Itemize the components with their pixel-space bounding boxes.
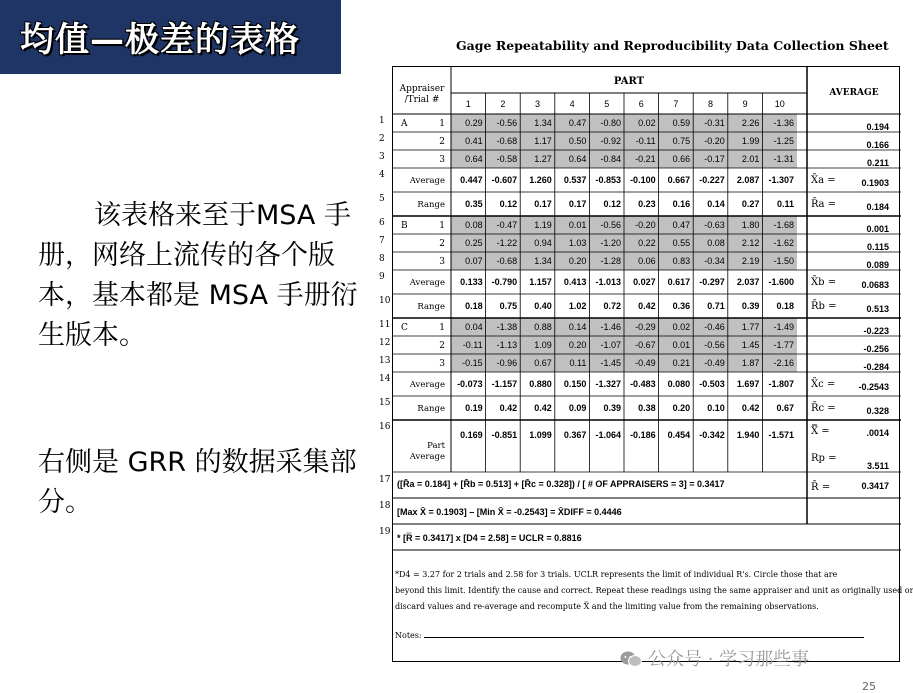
- row-label: 1: [439, 323, 445, 333]
- cell-value: -0.29: [635, 322, 656, 332]
- cell-value: 0.42: [499, 403, 518, 413]
- average-value: 0.328: [866, 406, 889, 416]
- cell-value: 0.12: [499, 199, 518, 209]
- cell-value: 0.39: [741, 301, 760, 311]
- cell-value: 0.14: [707, 199, 725, 209]
- notes-label-text: Notes:: [395, 631, 422, 640]
- cell-value: -0.503: [699, 379, 725, 389]
- cell-value: -0.92: [600, 136, 621, 146]
- cell-value: 0.19: [465, 403, 483, 413]
- row-number: 18: [379, 501, 391, 511]
- cell-value: -0.073: [457, 379, 483, 389]
- row-number: 6: [379, 218, 385, 228]
- cell-value: 0.10: [707, 403, 725, 413]
- cell-value: -1.157: [491, 379, 518, 389]
- cell-value: 0.01: [672, 340, 691, 350]
- row-label: Average: [409, 452, 445, 462]
- cell-value: -0.342: [699, 430, 725, 440]
- cell-value: 0.880: [529, 379, 552, 389]
- sheet-title: Gage Repeatability and Reproducibility Data Collection Sheet: [456, 38, 889, 53]
- cell-value: 0.35: [465, 199, 483, 209]
- cell-value: 0.67: [776, 403, 794, 413]
- cell-value: 0.20: [672, 403, 691, 413]
- cell-value: 0.88: [534, 322, 552, 332]
- footnote-line-1: *D4 = 3.27 for 2 trials and 2.58 for 3 trials. UCLR represents the limit of individual R's. Circle those that are: [395, 570, 838, 579]
- average-value: 0.513: [866, 304, 889, 314]
- cell-value: 1.80: [741, 220, 760, 230]
- cell-value: 1.87: [741, 358, 760, 368]
- row17-formula: ([R̄a = 0.184] + [R̄b = 0.513] + [R̄c = 0.328]) / [ # OF APPRAISERS = 3] = 0.3417: [397, 479, 725, 489]
- cell-value: -0.100: [630, 175, 656, 185]
- cell-value: 0.47: [568, 118, 587, 128]
- cell-value: 0.27: [741, 199, 760, 209]
- cell-value: 2.087: [736, 175, 760, 185]
- page-number: 25: [862, 680, 876, 693]
- cell-value: 0.40: [534, 301, 552, 311]
- cell-value: 1.260: [529, 175, 552, 185]
- cell-value: -1.13: [496, 340, 518, 350]
- cell-value: 0.71: [707, 301, 725, 311]
- row-number: 3: [379, 152, 385, 162]
- cell-value: 1.02: [568, 301, 587, 311]
- cell-value: 1.03: [568, 238, 587, 248]
- cell-value: 0.41: [465, 136, 483, 146]
- part-number: 1: [465, 99, 471, 109]
- row-number: 2: [379, 134, 385, 144]
- cell-value: 1.697: [736, 379, 760, 389]
- average-label: X̄c =: [811, 379, 836, 390]
- cell-value: 0.55: [672, 238, 691, 248]
- cell-value: -0.68: [496, 256, 518, 266]
- cell-value: -1.38: [496, 322, 518, 332]
- average-label: R̄ =: [811, 482, 831, 493]
- row-label: Range: [417, 404, 445, 414]
- cell-value: 0.67: [534, 358, 552, 368]
- cell-value: -0.49: [635, 358, 656, 368]
- row-number: 11: [379, 320, 391, 330]
- cell-value: 1.17: [534, 136, 552, 146]
- cell-value: 0.01: [568, 220, 587, 230]
- cell-value: -1.07: [600, 340, 621, 350]
- row-number: 9: [379, 272, 385, 282]
- cell-value: 0.150: [563, 379, 587, 389]
- watermark-text: 公众号 · 学习那些事: [648, 649, 810, 670]
- cell-value: 1.09: [534, 340, 552, 350]
- appraiser-label: C: [401, 323, 408, 333]
- cell-value: -1.064: [595, 430, 621, 440]
- cell-value: 1.45: [741, 340, 760, 350]
- slide-title: 均值—极差的表格: [20, 20, 300, 60]
- average-label: R̄a =: [811, 199, 837, 210]
- paragraph-source-text: 该表格来至于MSA 手册，网络上流传的各个版本，基本都是 MSA 手册衍生版本。: [38, 200, 358, 351]
- cell-value: -1.807: [768, 379, 794, 389]
- cell-value: -2.16: [773, 358, 794, 368]
- row-label: 1: [439, 119, 445, 129]
- cell-value: -0.186: [630, 430, 656, 440]
- wechat-icon: [620, 650, 642, 668]
- cell-value: -0.49: [704, 358, 725, 368]
- cell-value: -1.50: [773, 256, 794, 266]
- cell-value: 0.59: [672, 118, 691, 128]
- cell-value: 0.20: [568, 340, 587, 350]
- cell-value: 0.72: [603, 301, 621, 311]
- row-number: 14: [379, 374, 391, 384]
- average-value: 0.089: [866, 260, 889, 270]
- cell-value: -1.62: [773, 238, 794, 248]
- watermark: [620, 645, 809, 671]
- cell-value: 0.11: [776, 199, 794, 209]
- cell-value: -1.49: [773, 322, 794, 332]
- cell-value: -0.68: [496, 136, 518, 146]
- cell-value: -1.45: [600, 358, 621, 368]
- row-label: Average: [409, 380, 445, 390]
- header-average: AVERAGE: [829, 88, 879, 98]
- part-number: 9: [742, 99, 748, 109]
- row-number: 17: [379, 475, 391, 485]
- cell-value: 0.42: [534, 403, 552, 413]
- cell-value: 1.157: [529, 277, 552, 287]
- cell-value: 2.26: [741, 118, 760, 128]
- cell-value: -1.77: [773, 340, 794, 350]
- cell-value: -1.31: [773, 154, 794, 164]
- row-label: Average: [409, 278, 445, 288]
- cell-value: 0.66: [672, 154, 691, 164]
- row-number: 8: [379, 254, 385, 264]
- notes-label: [395, 631, 864, 640]
- cell-value: -1.600: [768, 277, 794, 287]
- cell-value: -1.46: [600, 322, 621, 332]
- row-label: 3: [439, 155, 445, 165]
- cell-value: -0.227: [699, 175, 725, 185]
- cell-value: -0.67: [635, 340, 656, 350]
- cell-value: 0.08: [465, 220, 483, 230]
- cell-value: 0.367: [563, 430, 587, 440]
- part-number: 10: [774, 99, 785, 109]
- paragraph-grr: 右侧是 GRR 的数据采集部分。: [38, 447, 357, 518]
- cell-value: -1.20: [600, 238, 621, 248]
- cell-value: -1.36: [773, 118, 794, 128]
- cell-value: 0.64: [568, 154, 587, 164]
- average-value: 0.0683: [861, 280, 889, 290]
- part-number: 8: [707, 99, 714, 109]
- cell-value: 0.080: [667, 379, 691, 389]
- footnote-line-3: discard values and re-average and recompute X̿ and the limiting value from the remaining observations.: [395, 602, 819, 611]
- average-value: 0.001: [866, 224, 889, 234]
- cell-value: 0.75: [672, 136, 691, 146]
- row-number: 7: [379, 236, 385, 246]
- cell-value: -0.46: [704, 322, 725, 332]
- cell-value: 0.08: [707, 238, 725, 248]
- cell-value: 0.75: [499, 301, 518, 311]
- cell-value: -1.22: [496, 238, 518, 248]
- row-number: 1: [379, 116, 385, 126]
- average-value: 0.3417: [861, 481, 889, 491]
- row-number: 19: [379, 527, 391, 537]
- cell-value: 1.77: [741, 322, 760, 332]
- average-value: 0.1903: [861, 178, 889, 188]
- appraiser-label: B: [401, 221, 408, 231]
- header-trial: /Trial #: [404, 95, 440, 105]
- cell-value: -0.20: [704, 136, 725, 146]
- cell-value: -0.96: [496, 358, 518, 368]
- cell-value: 0.02: [672, 322, 691, 332]
- average-value: -0.2543: [858, 382, 889, 392]
- appraiser-label: A: [401, 119, 408, 129]
- cell-value: 1.27: [534, 154, 552, 164]
- cell-value: -0.20: [635, 220, 656, 230]
- row-label: Average: [409, 176, 445, 186]
- row-label: 2: [439, 239, 445, 249]
- cell-value: 0.447: [460, 175, 483, 185]
- row19-formula: * [R̿ = 0.3417] x [D4 = 2.58] = UCLR = 0.8816: [397, 533, 582, 543]
- average-value: 0.166: [866, 140, 889, 150]
- row-label: Range: [417, 200, 445, 210]
- cell-value: -0.607: [491, 175, 518, 185]
- row-label: 3: [439, 359, 445, 369]
- average-value: .0014: [866, 428, 889, 438]
- cell-value: 0.21: [672, 358, 691, 368]
- cell-value: -0.790: [491, 277, 518, 287]
- cell-value: -0.63: [704, 220, 725, 230]
- cell-value: 0.20: [568, 256, 587, 266]
- average-value: 0.115: [866, 242, 889, 252]
- part-number: 4: [569, 99, 575, 109]
- average-value: -0.284: [863, 362, 889, 372]
- cell-value: 0.16: [672, 199, 691, 209]
- row18-formula: [Max X̄ = 0.1903] – [Min X̄ = -0.2543] = X̄DIFF = 0.4446: [397, 507, 622, 517]
- cell-value: 1.34: [534, 118, 552, 128]
- cell-value: 0.454: [667, 430, 691, 440]
- cell-value: 1.940: [736, 430, 760, 440]
- footnote-line-2: beyond this limit. Identify the cause and correct. Repeat these readings using the same appraiser and unit as originally used or: [395, 586, 913, 595]
- average-value: 3.511: [866, 461, 889, 471]
- row-label: Part: [427, 441, 445, 451]
- row-number: 5: [379, 194, 385, 204]
- cell-value: 0.18: [465, 301, 483, 311]
- cell-value: -0.297: [699, 277, 725, 287]
- cell-value: 0.133: [460, 277, 483, 287]
- cell-value: 0.04: [465, 322, 483, 332]
- cell-value: -1.25: [773, 136, 794, 146]
- average-label: X̄b =: [811, 277, 837, 288]
- row-number: 13: [379, 356, 391, 366]
- row-label: 2: [439, 137, 445, 147]
- cell-value: -0.56: [496, 118, 518, 128]
- cell-value: 0.12: [603, 199, 621, 209]
- average-value: -0.256: [863, 344, 889, 354]
- average-label: X̄a =: [811, 175, 836, 186]
- cell-value: 0.42: [741, 403, 760, 413]
- part-number: 2: [500, 99, 506, 109]
- part-number: 6: [638, 99, 644, 109]
- cell-value: 0.25: [465, 238, 483, 248]
- cell-value: 2.19: [741, 256, 760, 266]
- header-appraiser: Appraiser: [399, 84, 445, 94]
- cell-value: 0.18: [776, 301, 794, 311]
- cell-value: 0.36: [672, 301, 691, 311]
- cell-value: -0.21: [635, 154, 656, 164]
- cell-value: -0.56: [704, 340, 725, 350]
- cell-value: 0.027: [633, 277, 656, 287]
- cell-value: 0.413: [563, 277, 587, 287]
- cell-value: 0.617: [667, 277, 691, 287]
- cell-value: -0.34: [704, 256, 725, 266]
- cell-value: -0.11: [635, 136, 656, 146]
- average-label: Rp =: [811, 453, 837, 464]
- cell-value: 0.17: [534, 199, 552, 209]
- cell-value: 0.14: [568, 322, 587, 332]
- cell-value: 2.12: [741, 238, 760, 248]
- cell-value: -0.853: [595, 175, 621, 185]
- cell-value: 0.667: [667, 175, 691, 185]
- cell-value: 0.07: [465, 256, 483, 266]
- row-number: 12: [379, 338, 391, 348]
- cell-value: -1.571: [768, 430, 794, 440]
- cell-value: 0.11: [569, 358, 587, 368]
- part-number: 5: [604, 99, 610, 109]
- average-value: 0.194: [866, 122, 889, 132]
- part-number: 3: [534, 99, 541, 109]
- cell-value: 0.06: [638, 256, 656, 266]
- cell-value: 0.94: [534, 238, 552, 248]
- cell-value: -0.84: [600, 154, 621, 164]
- row-number: 4: [379, 170, 385, 180]
- average-label: R̄c =: [811, 403, 836, 414]
- part-number: 7: [673, 99, 679, 109]
- cell-value: -0.17: [704, 154, 725, 164]
- cell-value: 0.64: [465, 154, 483, 164]
- cell-value: 0.02: [638, 118, 656, 128]
- average-label: R̄b =: [811, 301, 837, 312]
- cell-value: -1.68: [773, 220, 794, 230]
- cell-value: 0.537: [563, 175, 587, 185]
- cell-value: -1.28: [600, 256, 621, 266]
- cell-value: 0.169: [460, 430, 483, 440]
- cell-value: 0.83: [672, 256, 691, 266]
- cell-value: -0.56: [600, 220, 621, 230]
- cell-value: 1.34: [534, 256, 552, 266]
- cell-value: 0.38: [638, 403, 656, 413]
- cell-value: 1.099: [529, 430, 552, 440]
- average-value: 0.211: [866, 158, 889, 168]
- row-number: 16: [379, 422, 391, 432]
- cell-value: -0.47: [496, 220, 518, 230]
- cell-value: -0.11: [462, 340, 483, 350]
- cell-value: -0.483: [630, 379, 656, 389]
- header-part: PART: [613, 76, 645, 87]
- cell-value: -1.307: [768, 175, 794, 185]
- average-value: -0.223: [863, 326, 889, 336]
- cell-value: -1.013: [595, 277, 621, 287]
- cell-value: 1.19: [534, 220, 552, 230]
- cell-value: 0.29: [465, 118, 483, 128]
- row-number: 10: [379, 296, 391, 306]
- cell-value: 0.23: [638, 199, 656, 209]
- cell-value: -1.327: [595, 379, 621, 389]
- cell-value: -0.15: [462, 358, 483, 368]
- cell-value: 0.42: [638, 301, 656, 311]
- cell-value: 0.39: [603, 403, 621, 413]
- cell-value: 0.50: [568, 136, 587, 146]
- cell-value: 1.99: [741, 136, 760, 146]
- cell-value: -0.851: [491, 430, 518, 440]
- cell-value: -0.31: [704, 118, 725, 128]
- row-label: 1: [439, 221, 445, 231]
- cell-value: -0.80: [600, 118, 621, 128]
- paragraph-source: [38, 196, 358, 356]
- cell-value: 2.01: [741, 154, 760, 164]
- cell-value: -0.58: [496, 154, 518, 164]
- cell-value: 2.037: [736, 277, 760, 287]
- cell-value: 0.09: [568, 403, 587, 413]
- cell-value: 0.22: [638, 238, 656, 248]
- row-label: 3: [439, 257, 445, 267]
- average-label: X̿ =: [811, 426, 830, 437]
- cell-value: 0.47: [672, 220, 691, 230]
- row-number: 15: [379, 398, 391, 408]
- title-banner: [0, 0, 341, 74]
- cell-value: 0.17: [568, 199, 587, 209]
- row-label: Range: [417, 302, 445, 312]
- row-label: 2: [439, 341, 445, 351]
- average-value: 0.184: [866, 202, 889, 212]
